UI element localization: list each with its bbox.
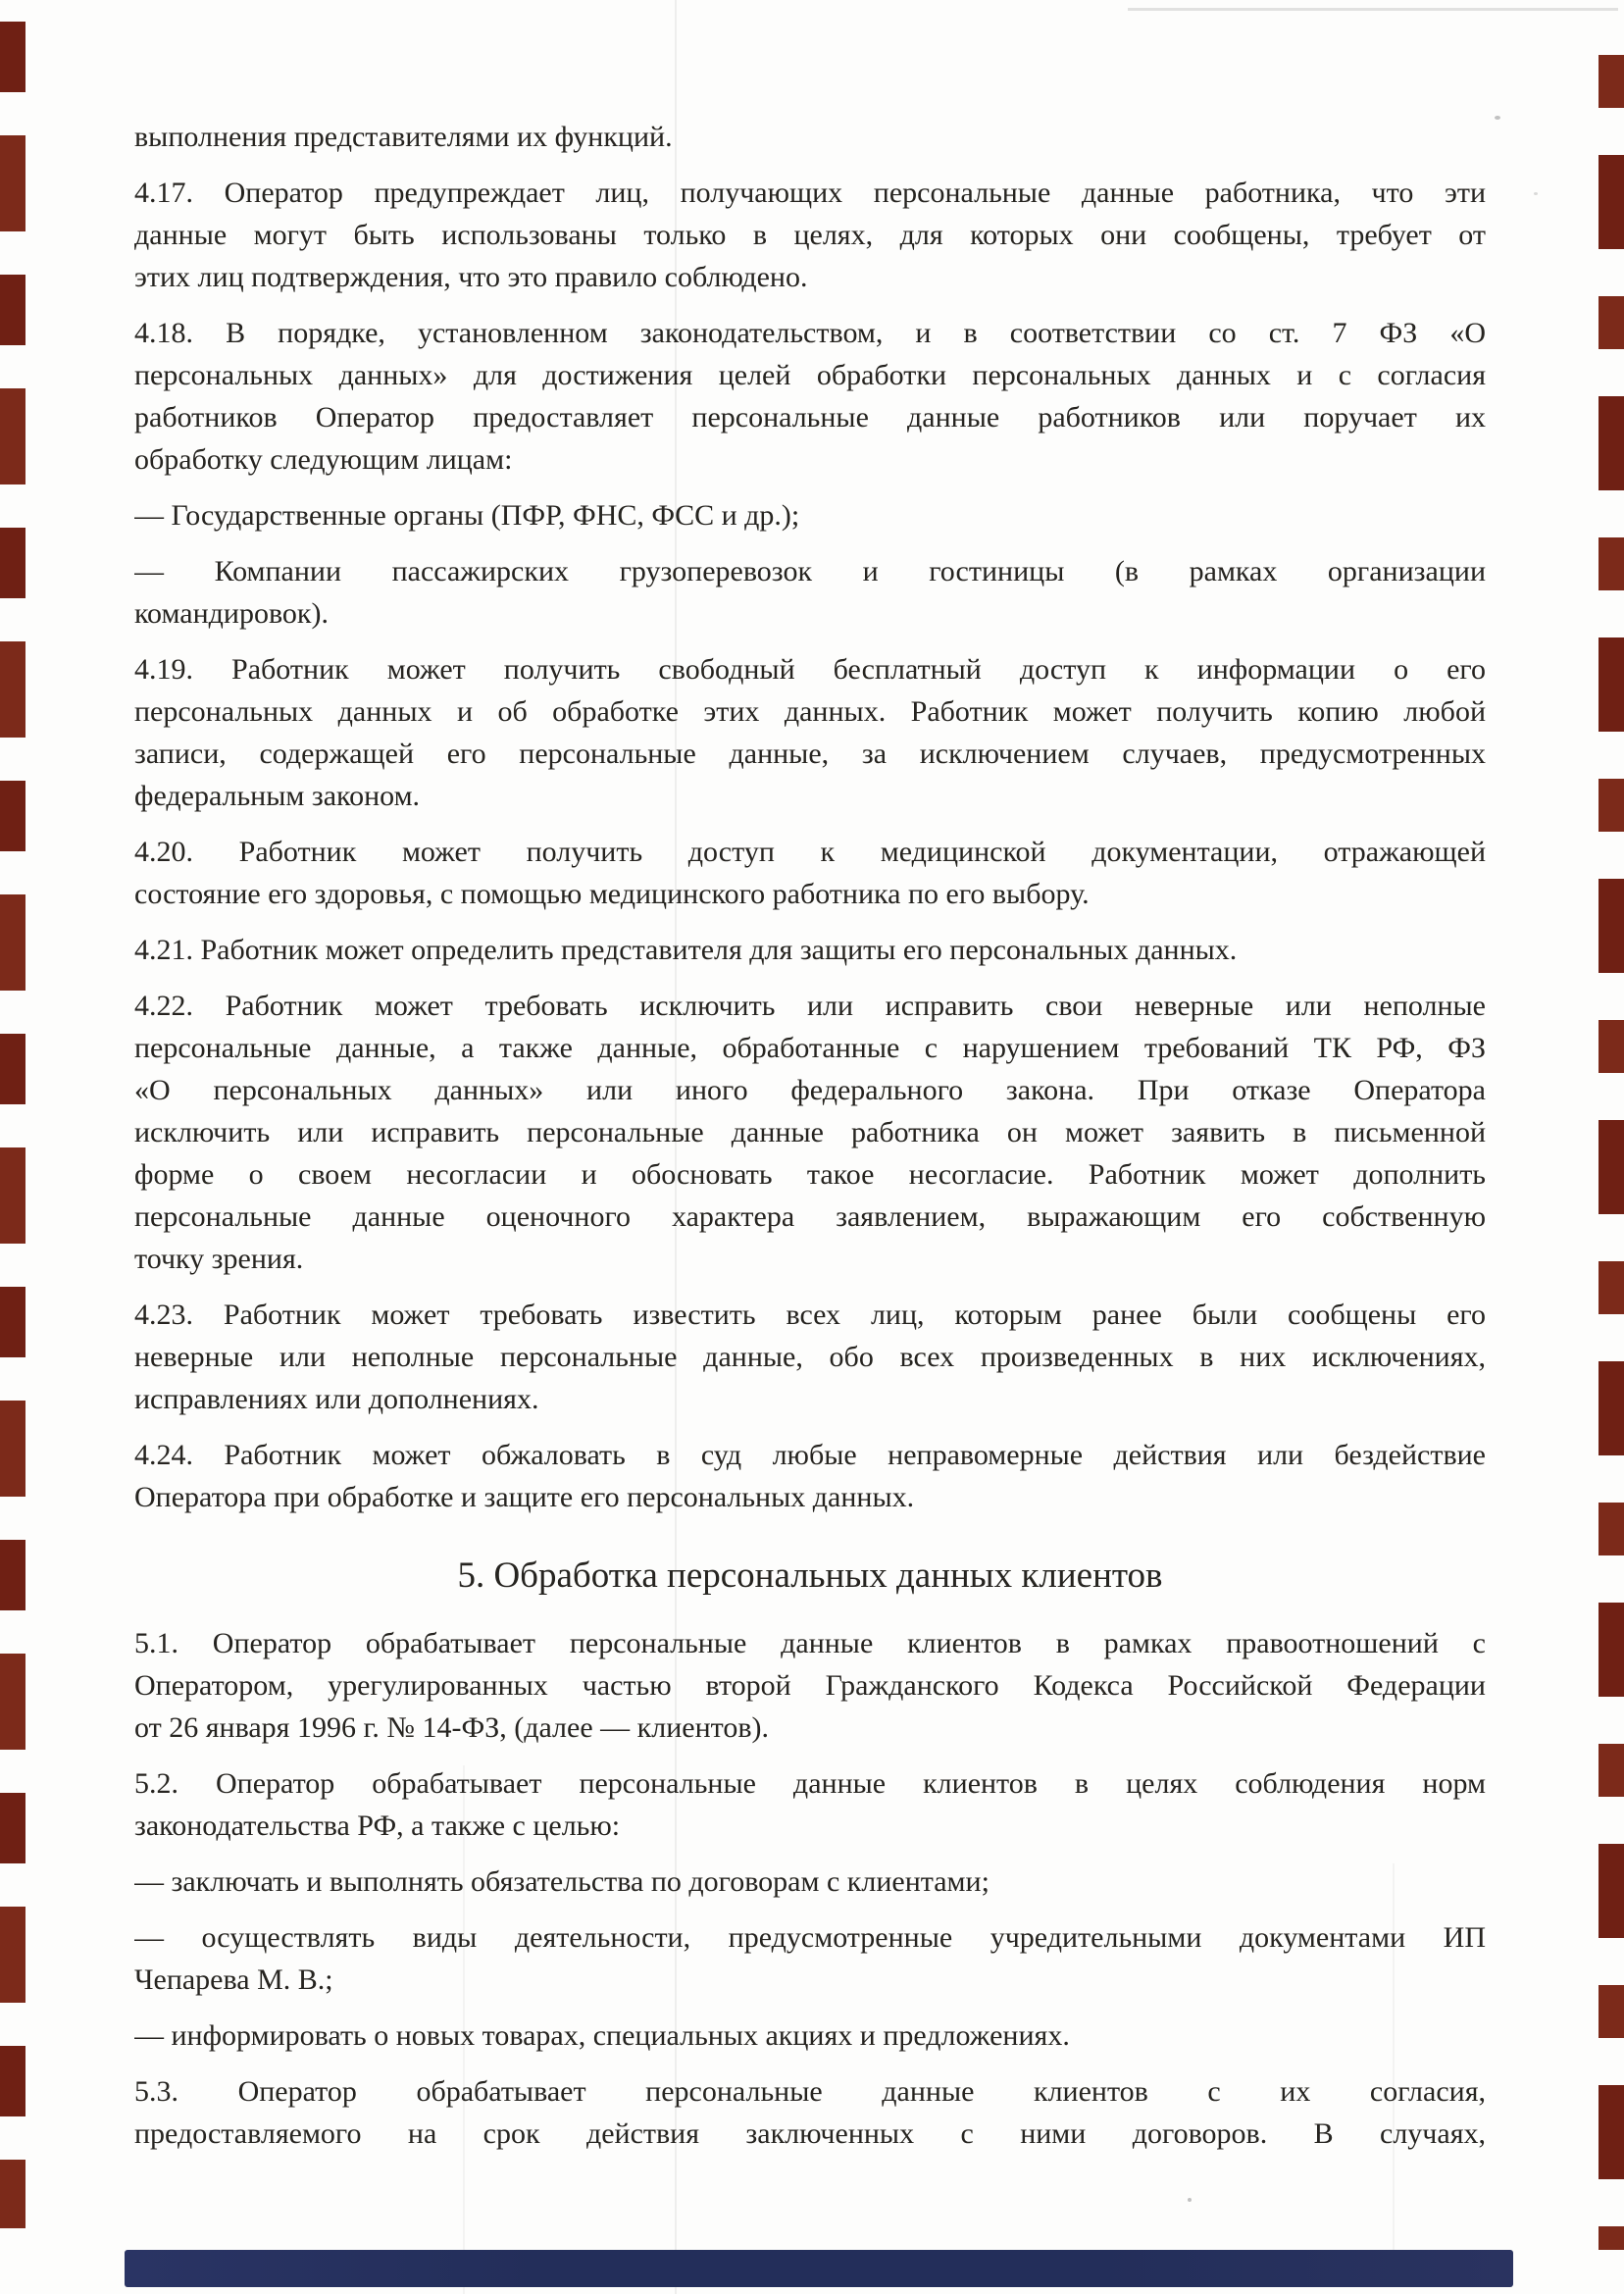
scan-speck [1534,192,1538,195]
text-line: — Государственные органы (ПФР, ФНС, ФСС и др.); [134,499,800,532]
paragraph-p-4-22 [134,985,1486,1280]
text-line: неверные или неполные персональные данные, обо всех произведенных в них исключениях, [134,1341,1486,1373]
paragraph-p-4-24 [134,1434,1486,1518]
text-line: 4.21. Работник может определить представителя для защиты его персональных данных. [134,934,1238,966]
scan-speck [1188,2198,1192,2202]
bullet-item-bullet-companies [134,550,1486,635]
paragraph-p-5-1 [134,1622,1486,1749]
document-body [134,116,1486,2168]
text-line: персональные данные, а также данные, обработанные с нарушением требований ТК РФ, ФЗ [134,1032,1486,1064]
text-line: — заключать и выполнять обязательства по договорам с клиентами; [134,1865,990,1898]
text-line: работников Оператор предоставляет персональные данные работников или поручает их [134,401,1486,433]
text-line: исключить или исправить персональные данные работника он может заявить в письменной [134,1116,1486,1148]
scan-bar-bottom [125,2250,1513,2287]
text-line: от 26 января 1996 г. № 14-ФЗ, (далее — клиентов). [134,1711,769,1744]
text-line: 4.24. Работник может обжаловать в суд любые неправомерные действия или бездействие [134,1439,1486,1471]
text-line: 4.17. Оператор предупреждает лиц, получающих персональные данные работника, что эти [134,177,1486,209]
text-line: — информировать о новых товарах, специальных акциях и предложениях. [134,2019,1070,2052]
text-line: предоставляемого на срок действия заключенных с ними договоров. В случаях, [134,2117,1486,2150]
paragraph-p-4-16-cont [134,116,1486,158]
paragraph-p-5-2 [134,1762,1486,1847]
text-line: персональные данные оценочного характера заявлением, выражающим его собственную [134,1200,1486,1233]
bullet-item-bullet-inform [134,2014,1486,2057]
text-line: Оператора при обработке и защите его персональных данных. [134,1481,915,1513]
text-line: федеральным законом. [134,780,421,812]
scan-hairline-top [1128,8,1618,11]
text-line: 4.23. Работник может требовать известить всех лиц, которым ранее были сообщены его [134,1299,1486,1331]
text-line: форме о своем несогласии и обосновать такое несогласие. Работник может дополнить [134,1158,1486,1191]
bullet-item-bullet-contracts [134,1861,1486,1903]
paragraph-p-4-23 [134,1294,1486,1420]
text-line: 4.22. Работник может требовать исключить или исправить свои неверные или неполные [134,990,1486,1022]
text-line: 5.1. Оператор обрабатывает персональные данные клиентов в рамках правоотношений с [134,1627,1486,1659]
scan-mark-left [0,22,25,2228]
paragraph-p-4-17 [134,172,1486,298]
scan-mark-right [1599,55,1624,2250]
bullet-item-bullet-activities [134,1916,1486,2001]
text-line: «О персональных данных» или иного федерального закона. При отказе Оператора [134,1074,1486,1106]
text-line: данные могут быть использованы только в целях, для которых они сообщены, требует от [134,219,1486,251]
paragraph-p-4-18 [134,312,1486,481]
text-line: состояние его здоровья, с помощью медицинского работника по его выбору. [134,878,1090,910]
text-line: 5.3. Оператор обрабатывает персональные данные клиентов с их согласия, [134,2075,1486,2108]
bullet-item-bullet-gov-organs [134,494,1486,536]
text-line: Чепарева М. В.; [134,1963,333,1996]
paragraph-p-5-3 [134,2070,1486,2155]
text-line: исправлениях или дополнениях. [134,1383,539,1415]
text-line: точку зрения. [134,1243,304,1275]
text-line: выполнения представителями их функций. [134,121,673,153]
text-line: обработку следующим лицам: [134,443,513,476]
paragraph-p-4-19 [134,648,1486,817]
text-line: 4.19. Работник может получить свободный бесплатный доступ к информации о его [134,653,1486,686]
section-heading [134,1552,1486,1601]
text-line: записи, содержащей его персональные данные, за исключением случаев, предусмотренных [134,738,1486,770]
scan-speck [1495,116,1500,120]
text-line: 4.18. В порядке, установленном законодательством, и в соответствии со ст. 7 ФЗ «О [134,317,1486,349]
text-line: командировок). [134,597,329,630]
text-line: Оператором, урегулированных частью второй Гражданского Кодекса Российской Федерации [134,1669,1486,1702]
text-line: 5.2. Оператор обрабатывает персональные данные клиентов в целях соблюдения норм [134,1767,1486,1800]
text-line: персональных данных» для достижения целей обработки персональных данных и с согласия [134,359,1486,391]
paragraph-p-4-21 [134,929,1486,971]
text-line: этих лиц подтверждения, что это правило соблюдено. [134,261,808,293]
text-line: 4.20. Работник может получить доступ к медицинской документации, отражающей [134,836,1486,868]
paragraph-p-4-20 [134,831,1486,915]
text-line: — осуществлять виды деятельности, предусмотренные учредительными документами ИП [134,1921,1486,1954]
text-line: 5. Обработка персональных данных клиентов [457,1555,1163,1596]
text-line: законодательства РФ, а также с целью: [134,1810,621,1842]
text-line: персональных данных и об обработке этих данных. Работник может получить копию любой [134,695,1486,728]
text-line: — Компании пассажирских грузоперевозок и гостиницы (в рамках организации [134,555,1486,587]
